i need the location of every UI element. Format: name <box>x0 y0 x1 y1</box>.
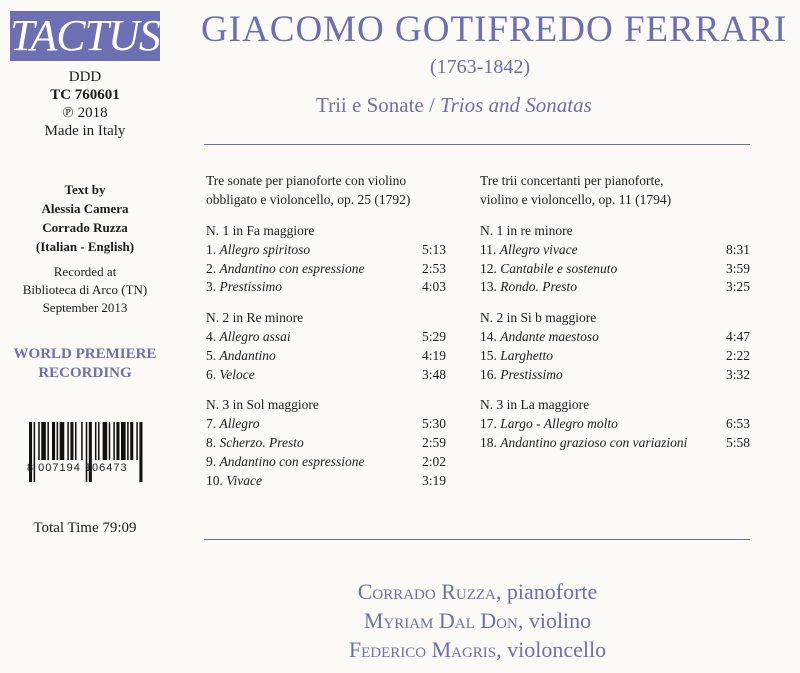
track-number: 10. <box>206 472 223 488</box>
track-name: Andantino grazioso con variazioni <box>500 434 688 450</box>
track-time: 2:59 <box>421 434 446 450</box>
track-time: 2:53 <box>421 260 446 276</box>
track-number: 14. <box>480 328 497 344</box>
subtitle-separator: / <box>423 93 441 117</box>
work-title-line-2: obbligato e violoncello, op. 25 (1792) <box>206 191 411 207</box>
track-title <box>206 260 364 279</box>
track-name: Vivace <box>226 472 262 488</box>
work-group <box>480 222 750 297</box>
work-title-line-1: Tre trii concertanti per pianoforte, <box>480 173 664 188</box>
track-row <box>480 415 750 434</box>
track-name: Andantino con espressione <box>219 453 365 469</box>
work-group <box>206 309 446 384</box>
track-row <box>480 328 750 347</box>
work-title-line-2: violino e violoncello, op. 11 (1794) <box>480 191 672 207</box>
track-title <box>206 328 291 347</box>
group-title: N. 3 in La maggiore <box>480 397 590 413</box>
format: DDD <box>68 69 102 85</box>
track-row <box>480 241 750 260</box>
composer-name: GIACOMO GOTIFREDO FERRARI <box>201 9 788 50</box>
work-group <box>206 222 446 297</box>
track-time: 5:58 <box>725 434 750 450</box>
track-row <box>206 415 446 434</box>
track-row <box>480 278 750 297</box>
track-title <box>206 366 255 385</box>
track-row <box>206 347 446 366</box>
performer-instrument: , violino <box>517 608 592 633</box>
catalog-number: TC 760601 <box>50 87 120 103</box>
text-by-heading: Text by <box>64 182 106 197</box>
track-time: 5:13 <box>421 241 446 257</box>
track-number: 1. <box>206 241 217 257</box>
recorded-line-1: Recorded at <box>53 264 117 279</box>
track-title <box>206 434 304 453</box>
track-number: 9. <box>206 453 217 469</box>
track-time: 4:03 <box>421 279 446 295</box>
track-title <box>480 278 577 297</box>
track-name: Veloce <box>219 366 255 382</box>
track-title <box>206 453 364 472</box>
track-name: Scherzo. Presto <box>219 434 304 450</box>
text-credits <box>0 180 170 256</box>
performer-instrument: , violoncello <box>496 637 607 662</box>
track-time: 6:53 <box>725 416 750 432</box>
track-title <box>480 241 578 260</box>
track-number: 12. <box>480 260 497 276</box>
composer-dates: (1763-1842) <box>430 56 530 78</box>
track-number: 11. <box>480 241 497 257</box>
track-title <box>206 241 310 260</box>
track-name: Allegro assai <box>219 328 291 344</box>
group-title: N. 3 in Sol maggiore <box>206 397 319 413</box>
premiere-line-2: RECORDING <box>38 365 132 381</box>
performer-instrument: , pianoforte <box>495 579 598 604</box>
subtitle-english: Trios and Sonatas <box>440 93 592 117</box>
track-name: Andante maestoso <box>500 328 599 344</box>
track-time: 3:25 <box>725 279 750 295</box>
track-name: Largo - Allegro molto <box>500 416 618 432</box>
track-time: 3:19 <box>421 472 446 488</box>
recording-info <box>0 263 170 317</box>
track-time: 5:30 <box>421 416 446 432</box>
track-time: 4:47 <box>725 328 750 344</box>
track-time: 4:19 <box>421 347 446 363</box>
track-name: Andantino <box>219 347 276 363</box>
track-title <box>480 328 599 347</box>
track-title <box>206 415 260 434</box>
track-name: Rondo. Presto <box>500 279 577 295</box>
track-title <box>480 347 553 366</box>
work-group <box>480 309 750 384</box>
recorded-line-3: September 2013 <box>42 300 128 315</box>
bottom-divider <box>204 539 750 540</box>
track-row <box>206 241 446 260</box>
track-row <box>480 434 750 453</box>
performer-name: Corrado Ruzza <box>357 579 496 604</box>
track-name: Allegro vivace <box>499 241 578 257</box>
track-time: 8:31 <box>725 241 750 257</box>
track-title <box>480 260 617 279</box>
album-subtitle <box>316 93 592 118</box>
group-title: N. 1 in re minore <box>480 223 573 238</box>
track-row <box>206 434 446 453</box>
track-row <box>206 278 446 297</box>
track-number: 3. <box>206 279 217 295</box>
track-row <box>480 347 750 366</box>
track-row <box>206 260 446 279</box>
track-name: Larghetto <box>500 347 554 363</box>
track-number: 13. <box>480 279 497 295</box>
track-number: 6. <box>206 366 217 382</box>
track-number: 2. <box>206 260 217 276</box>
world-premiere-badge <box>0 345 170 383</box>
text-author-1: Alessia Camera <box>41 201 129 216</box>
track-number: 7. <box>206 416 217 432</box>
track-time: 3:32 <box>725 366 750 382</box>
performer-name: Myriam Dal Don <box>363 608 518 633</box>
group-title: N. 2 in Si b maggiore <box>480 310 597 326</box>
subtitle-italian: Trii e Sonate <box>316 93 424 117</box>
work-group <box>206 396 446 490</box>
track-title <box>480 434 687 453</box>
track-name: Andantino con espressione <box>219 260 365 276</box>
total-time: Total Time 79:09 <box>33 520 137 536</box>
track-name: Allegro <box>219 416 260 432</box>
track-number: 8. <box>206 434 217 450</box>
track-time: 2:22 <box>725 347 750 363</box>
track-title <box>206 347 276 366</box>
track-title <box>480 415 618 434</box>
track-row <box>206 328 446 347</box>
performer-piano <box>200 579 755 605</box>
tactus-logo <box>10 11 160 61</box>
track-number: 15. <box>480 347 497 363</box>
track-name: Cantabile e sostenuto <box>500 260 618 276</box>
work-op25 <box>206 172 446 490</box>
top-divider <box>204 144 750 145</box>
work-title-line-1: Tre sonate per pianoforte con violino <box>206 173 407 188</box>
work-op11 <box>480 172 750 453</box>
track-number: 18. <box>480 434 497 450</box>
copyright: ℗ 2018 <box>62 105 108 121</box>
track-time: 5:29 <box>421 328 446 344</box>
track-time: 3:59 <box>725 260 750 276</box>
recorded-line-2: Biblioteca di Arco (TN) <box>22 282 148 297</box>
track-name: Prestissimo <box>500 366 563 382</box>
group-title: N. 2 in Re minore <box>206 310 304 326</box>
track-time: 2:02 <box>421 453 446 469</box>
track-row <box>480 366 750 385</box>
track-number: 17. <box>480 416 497 432</box>
track-row <box>206 453 446 472</box>
work-title <box>206 172 446 210</box>
release-info <box>0 68 170 140</box>
work-title <box>480 172 750 210</box>
track-name: Allegro spiritoso <box>219 241 311 257</box>
track-title <box>480 366 563 385</box>
track-number: 4. <box>206 328 217 344</box>
premiere-line-1: WORLD PREMIERE <box>13 346 157 362</box>
text-author-2: Corrado Ruzza <box>42 220 128 235</box>
track-name: Prestissimo <box>219 279 283 295</box>
track-number: 5. <box>206 347 217 363</box>
track-number: 16. <box>480 366 497 382</box>
track-time: 3:48 <box>421 366 446 382</box>
barcode-digits: 8 007194 106473 <box>27 462 128 474</box>
track-title <box>206 278 282 297</box>
track-row <box>206 366 446 385</box>
track-row <box>480 260 750 279</box>
work-group <box>480 396 750 452</box>
track-title <box>206 472 262 491</box>
text-languages: (Italian - English) <box>35 239 135 254</box>
logo-text: TACTUS <box>10 11 160 60</box>
group-title: N. 1 in Fa maggiore <box>206 223 315 238</box>
track-row <box>206 472 446 491</box>
performer-violin <box>200 608 755 634</box>
performer-name: Federico Magris <box>348 637 497 662</box>
performer-cello <box>200 637 755 663</box>
origin: Made in Italy <box>44 123 126 139</box>
